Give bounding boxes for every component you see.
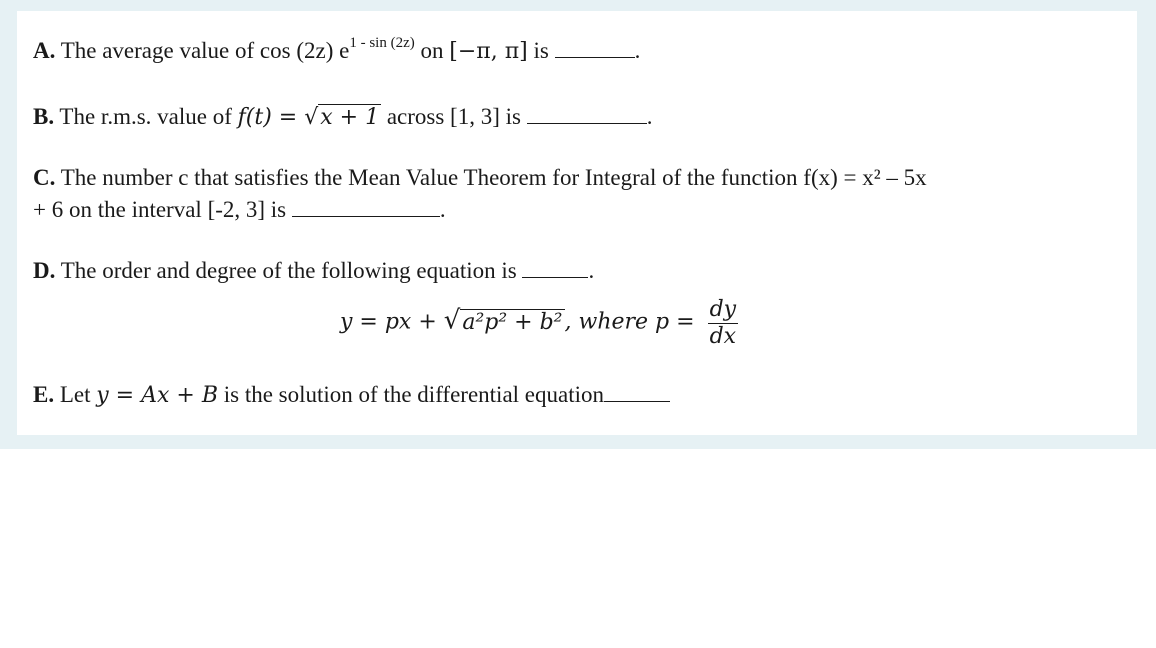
fraction-denominator: dx: [709, 324, 737, 349]
question-b: [33, 103, 652, 132]
question-a-on: on: [414, 38, 450, 63]
question-c-end: .: [439, 197, 446, 222]
question-a-end: .: [634, 38, 641, 63]
question-a-is: is: [527, 38, 555, 63]
sqrt-symbol-d: √: [443, 305, 461, 336]
question-card: [17, 11, 1137, 435]
question-c-line2: + 6 on the interval [-2, 3] is: [33, 197, 292, 222]
answer-blank-e[interactable]: [604, 383, 670, 402]
question-b-function: f(t) =: [237, 105, 305, 130]
question-e-label: E.: [33, 382, 55, 407]
question-d-end: .: [588, 258, 595, 283]
question-a-interval: [−π, π]: [449, 39, 528, 64]
question-e-math: y = Ax + B: [96, 383, 218, 408]
answer-blank-b[interactable]: [527, 105, 647, 124]
sqrt-symbol-b: √: [304, 105, 319, 130]
answer-blank-d[interactable]: [522, 259, 588, 278]
answer-blank-c[interactable]: [292, 198, 440, 217]
question-b-label: B.: [33, 104, 55, 129]
question-d-label: D.: [33, 258, 56, 283]
question-c-continued: [33, 196, 446, 224]
question-b-text: The r.m.s. value of: [54, 104, 238, 129]
question-d: [33, 257, 594, 285]
question-c-label: C.: [33, 165, 56, 190]
question-a-label: A.: [33, 38, 56, 63]
equation-left: y = px +: [340, 309, 444, 335]
question-a-exponent: 1 - sin (2z): [349, 35, 415, 51]
equation-mid: , where p =: [564, 309, 702, 335]
question-b-end: .: [646, 104, 653, 129]
question-b-radicand: x + 1: [320, 105, 380, 130]
fraction-numerator: dy: [709, 297, 737, 322]
question-d-text: The order and degree of the following equation is: [55, 258, 523, 283]
derivative-fraction: [708, 297, 739, 350]
question-e-text: Let: [54, 382, 97, 407]
question-c-line1: The number c that satisfies the Mean Value Theorem for Integral of the function f(x) = x² – 5x: [55, 165, 927, 190]
question-e: [33, 381, 670, 410]
question-b-after: across [1, 3] is: [381, 104, 527, 129]
question-c: [33, 164, 927, 192]
answer-blank-a[interactable]: [555, 39, 635, 58]
question-a-text: The average value of cos (2z) e: [55, 38, 350, 63]
question-e-after: is the solution of the differential equation: [217, 382, 604, 407]
equation-radicand: a²p² + b²: [462, 309, 563, 335]
question-d-equation: [340, 297, 738, 350]
question-a: [33, 37, 640, 68]
